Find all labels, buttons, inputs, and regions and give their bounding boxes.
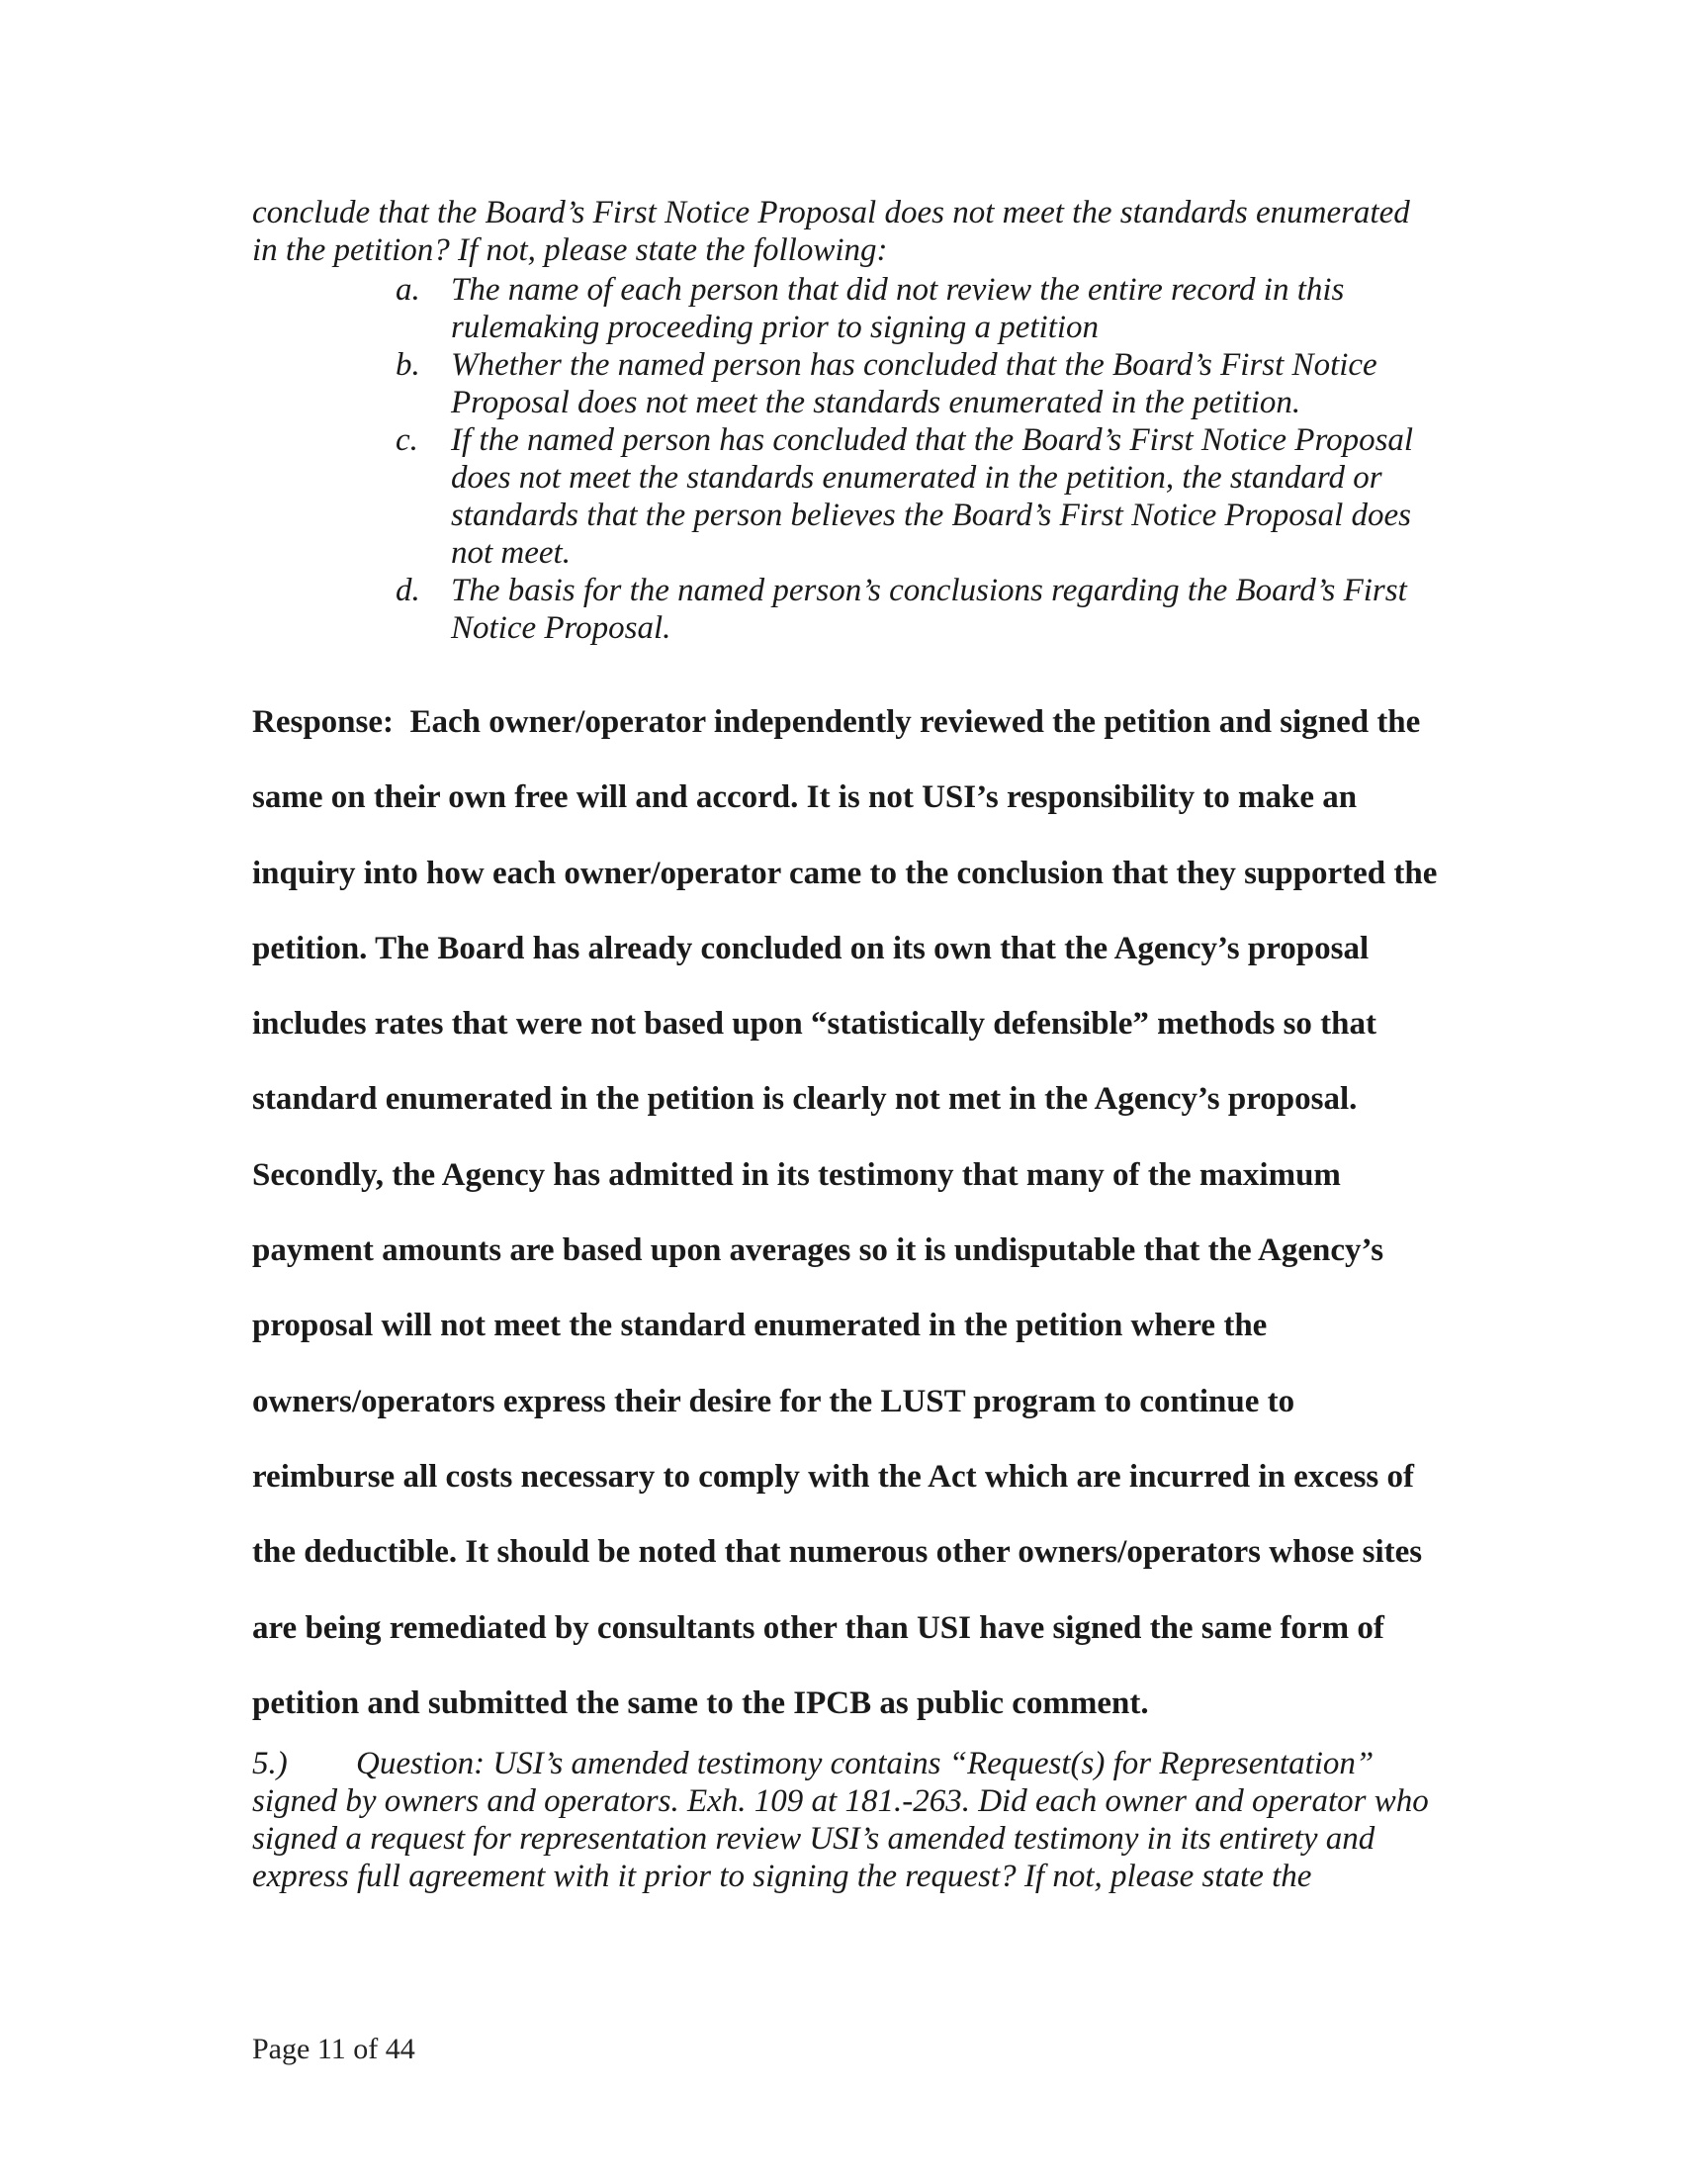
sub-item-marker: c.	[396, 422, 418, 458]
sub-item-text: Whether the named person has concluded that the Board’s First Notice Proposal does not meet the standards enumerated in the petition.	[451, 347, 1377, 420]
sub-item-marker: b.	[396, 347, 420, 383]
sub-item-marker: d.	[396, 573, 420, 608]
response-text: Each owner/operator independently reviewed the petition and signed the same on their own free will and accord. It is not USI’s responsibility to make an inquiry into how each owner/operator came to the conclusion that they supported the petition. The Board has already concluded on its own that the Agency’s proposal includes rates that were not based upon “statistically defensible” methods so that standard enumerated in the petition is clearly not met in the Agency’s proposal. Secondly, the Agency has admitted in its testimony that many of the maximum payment amounts are based upon averages so it is undisputable that the Agency’s proposal will not meet the standard enumerated in the petition where the owners/operators express their desire for the LUST program to continue to reimburse all costs necessary to comply with the Act which are incurred in excess of the deductible. It should be noted that numerous other owners/operators whose sites are being remediated by consultants other than USI have signed the same form of petition and submitted the same to the IPCB as public comment.	[252, 704, 1438, 1721]
sub-item-marker: a.	[396, 272, 420, 308]
sub-item-text: If the named person has concluded that the Board’s First Notice Proposal does not meet the standards enumerated in the petition, the standard or standards that the person believes the Board’s First Notice Proposal does not meet.	[451, 422, 1414, 571]
response-label: Response:	[252, 704, 395, 740]
sub-item-text: The basis for the named person’s conclusions regarding the Board’s First Notice Proposal.	[451, 573, 1407, 646]
response-paragraph	[252, 684, 1439, 1741]
sub-item-text: The name of each person that did not review the entire record in this rulemaking proceeding prior to signing a petition	[451, 272, 1345, 345]
question-5	[252, 1745, 1439, 1895]
question-sub-items	[396, 271, 1444, 647]
question-continuation: conclude that the Board’s First Notice Proposal does not meet the standards enumerated in the petition? If not, please state the following:	[252, 195, 1410, 268]
sub-item-b	[396, 346, 1444, 421]
page-number: Page 11 of 44	[252, 2033, 415, 2065]
sub-item-a	[396, 271, 1444, 346]
question-number: 5.)	[252, 1746, 288, 1781]
sub-item-d	[396, 572, 1444, 647]
question-5-text: Question: USI’s amended testimony contains “Request(s) for Representation” signed by owners and operators. Exh. 109 at 181.-263. Did each owner and operator who signed a request for representation review USI’s amended testimony in its entirety and express full agreement with it prior to signing the request? If not, please state the	[252, 1746, 1429, 1894]
sub-item-c	[396, 421, 1444, 572]
